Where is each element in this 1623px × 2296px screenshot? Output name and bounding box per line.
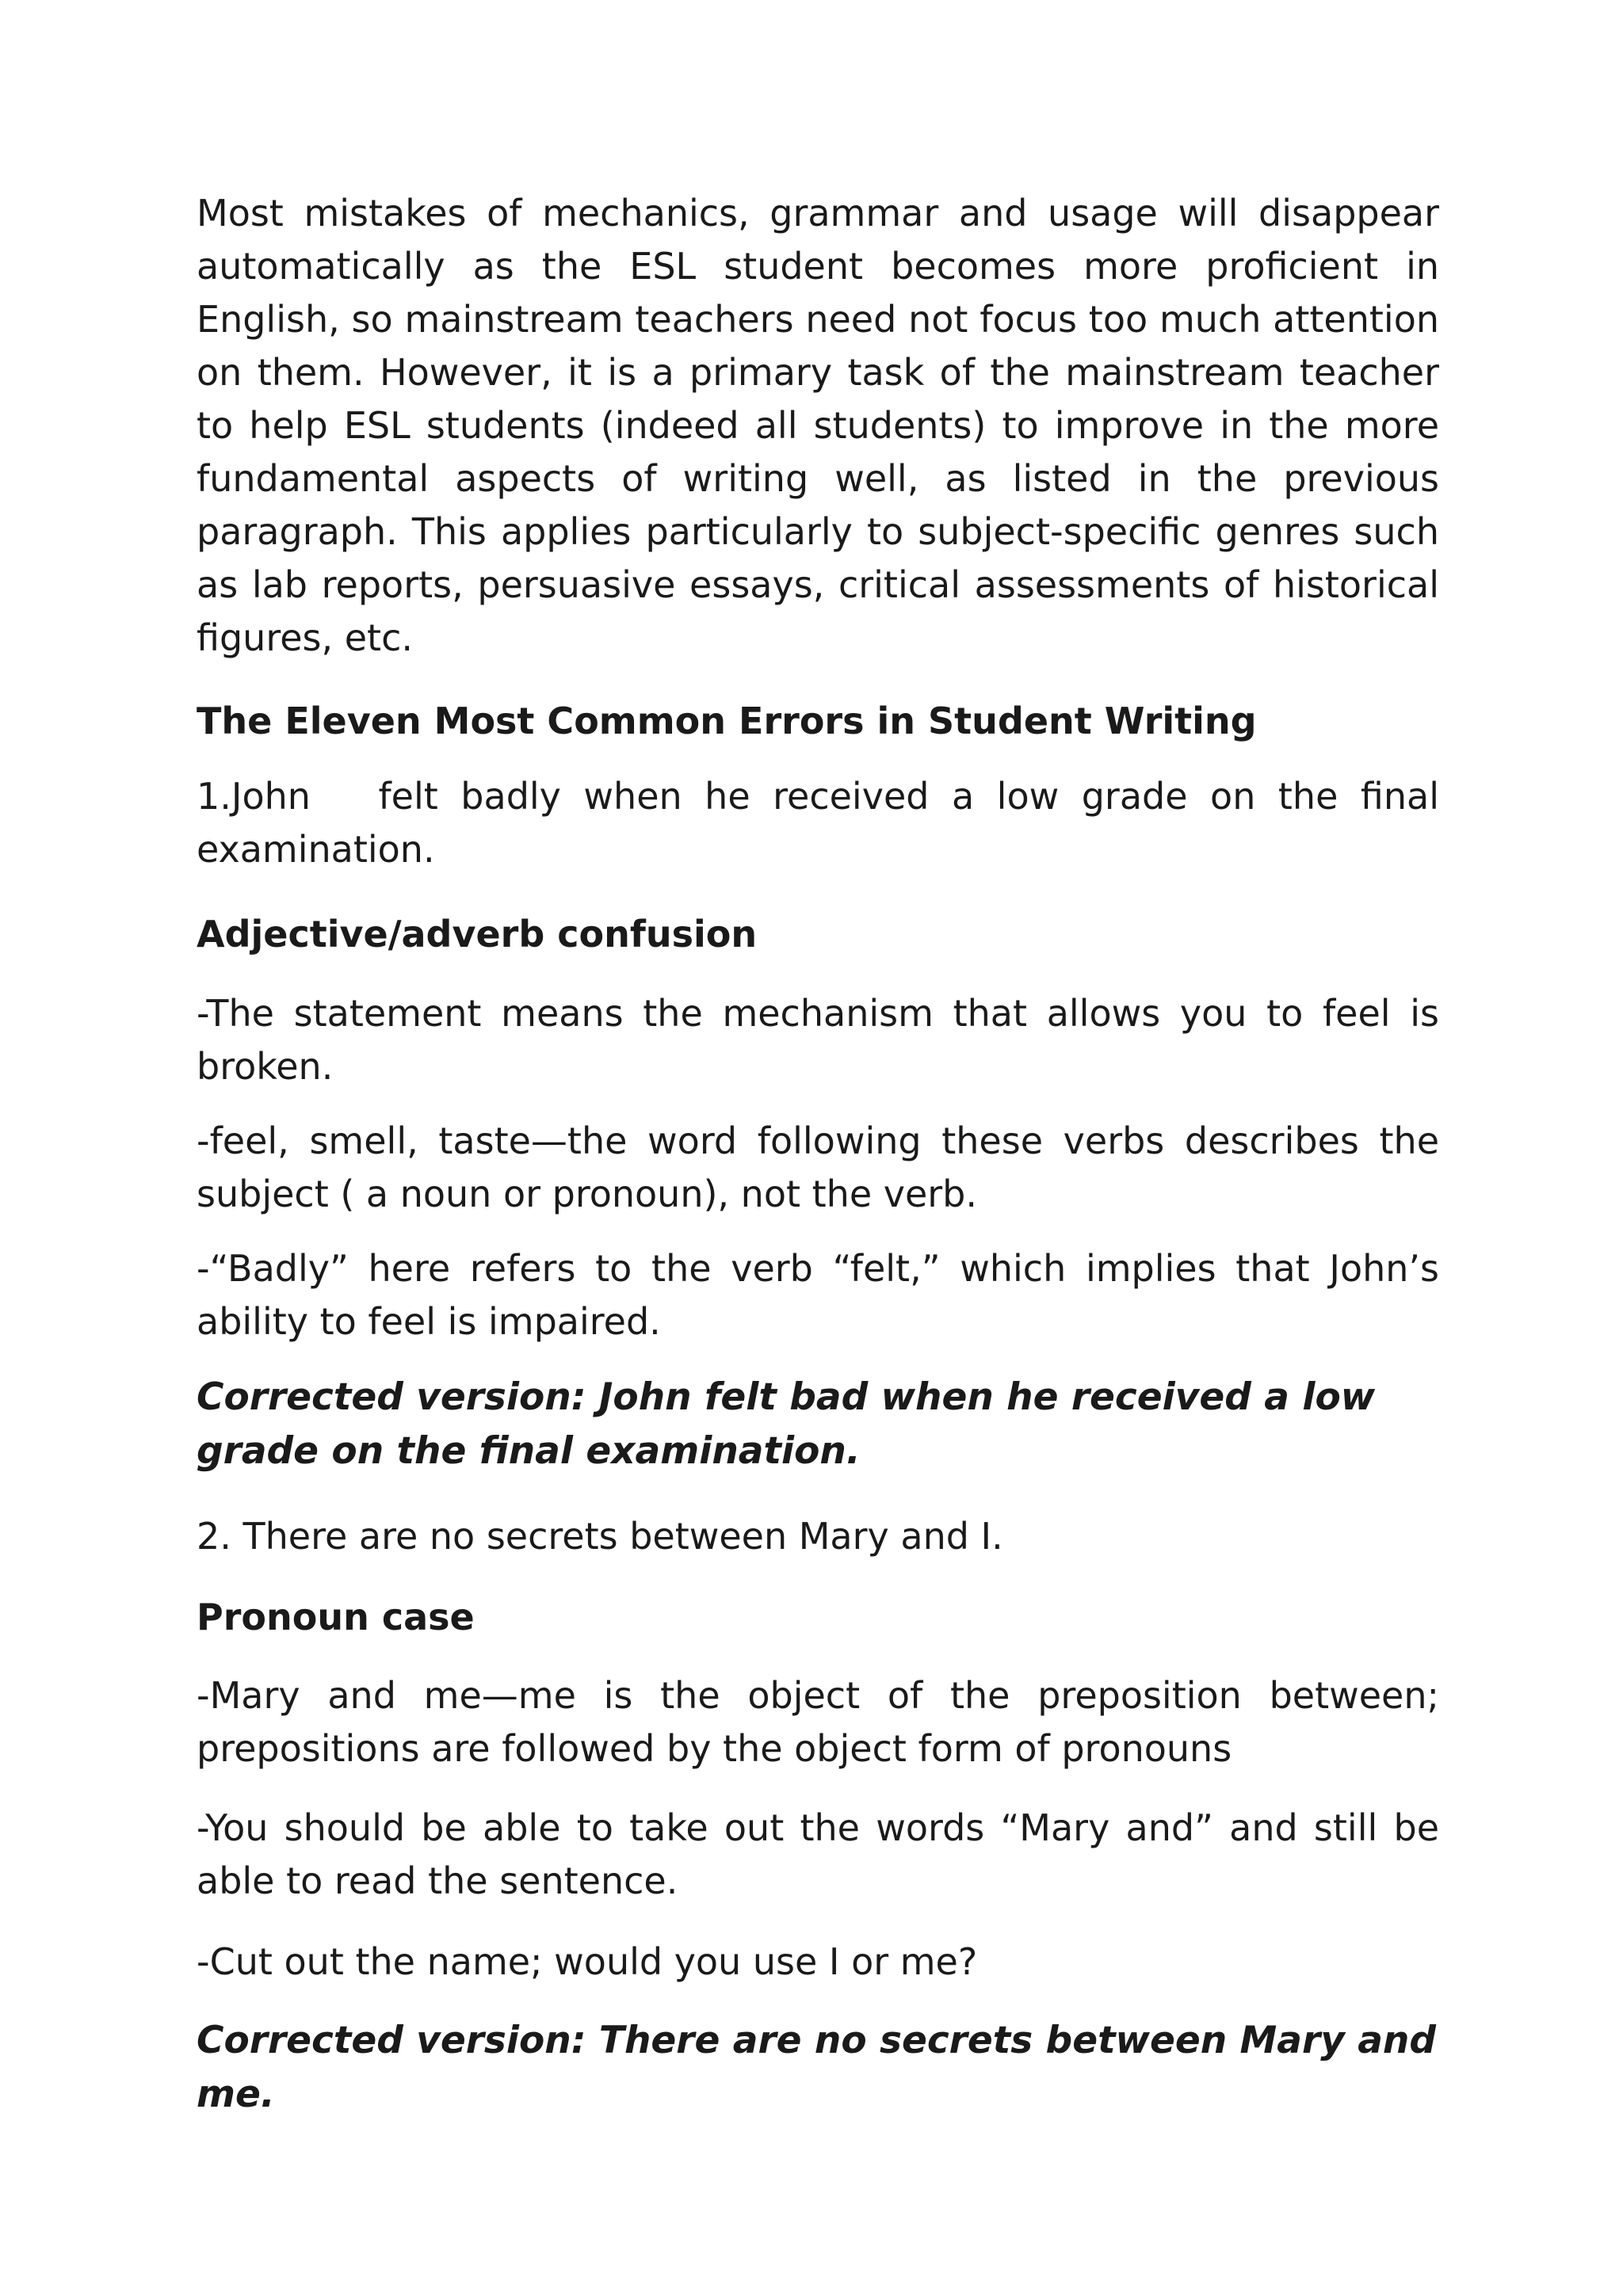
error-1-note-2: -feel, smell, taste—the word following these verbs describes the subject ( a noun or pronoun), not the verb. xyxy=(197,1119,1439,1215)
error-2-category: Pronoun case xyxy=(197,1596,475,1638)
intro-paragraph: Most mistakes of mechanics, grammar and usage will disappear automatically as the ESL student becomes more proficient in English, so mainstream teachers need not focus too much attention on them. However, it is a primary task of the mainstream teacher to help ESL students (indeed all students) to improve in the more fundamental aspects of writing well, as listed in the previous paragraph. This applies particularly to subject-specific genres such as lab reports, persuasive essays, critical assessments of historical figures, etc. xyxy=(197,192,1439,659)
section-title: The Eleven Most Common Errors in Student Writing xyxy=(197,700,1257,742)
error-2-note-1: -Mary and me—me is the object of the preposition between; prepositions are followed by the object form of pronouns xyxy=(197,1674,1439,1770)
error-1-example xyxy=(197,770,1439,876)
error-1-note-1: -The statement means the mechanism that allows you to feel is broken. xyxy=(197,992,1439,1088)
document-page xyxy=(197,187,1439,2122)
error-1-example-line2: examination. xyxy=(197,828,435,871)
error-2-note-2: -You should be able to take out the words “Mary and” and still be able to read the sentence. xyxy=(197,1806,1439,1902)
error-2-note-3: -Cut out the name; would you use I or me? xyxy=(197,1940,978,1983)
error-1-note-3: -“Badly” here refers to the verb “felt,” which implies that John’s ability to feel is impaired. xyxy=(197,1247,1439,1343)
error-1-corrected: Corrected version: John felt bad when he received a low grade on the final examination. xyxy=(197,1375,1376,1473)
error-1-example-line1: 1.John felt badly when he received a low grade on the final xyxy=(197,775,1439,818)
error-2-example: 2. There are no secrets between Mary and I. xyxy=(197,1515,1003,1558)
error-1-category: Adjective/adverb confusion xyxy=(197,913,758,955)
error-2-corrected: Corrected version: There are no secrets between Mary and me. xyxy=(197,2019,1437,2116)
